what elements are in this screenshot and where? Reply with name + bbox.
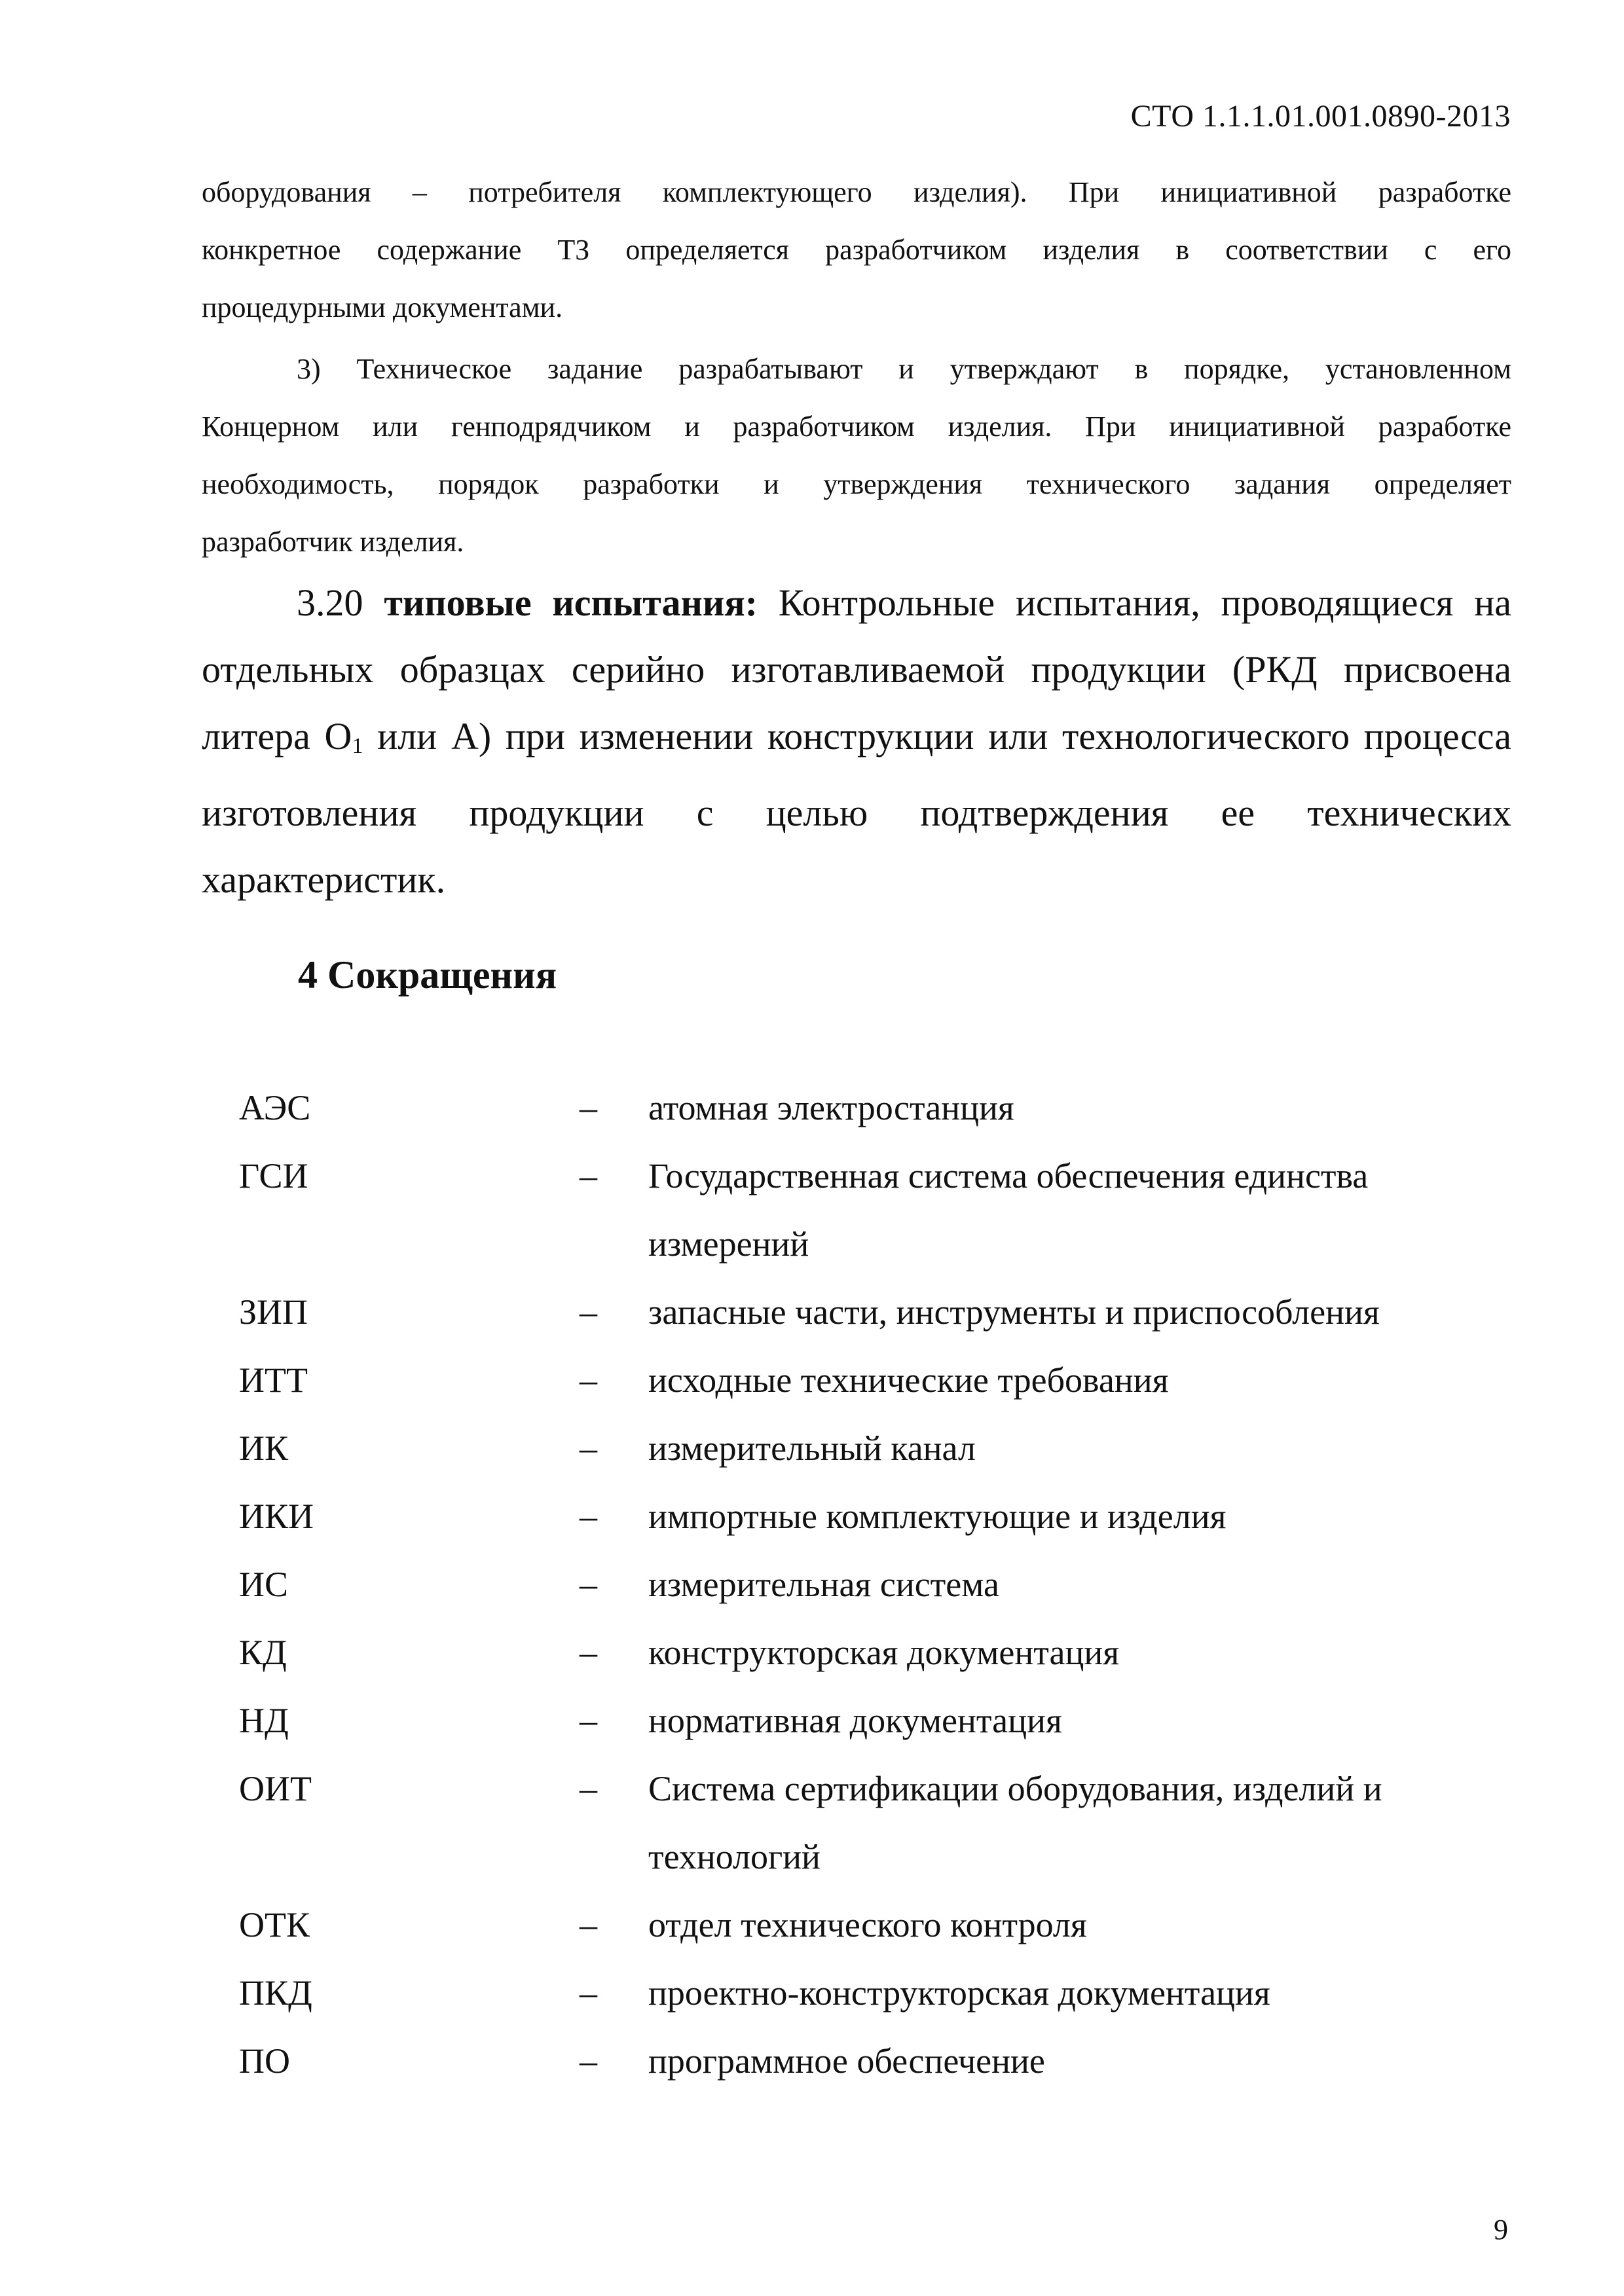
abbreviations-list (239, 1074, 1450, 2095)
abbreviation-dash: – (580, 1973, 597, 2013)
abbreviation-description (648, 1550, 1450, 1618)
abbreviation-description (648, 1142, 1450, 1278)
abbreviation-code: ИС (239, 1565, 289, 1604)
abbreviation-row (239, 1142, 1450, 1278)
paragraph-continuation (202, 164, 1511, 337)
abbreviation-row (239, 1346, 1450, 1414)
definition-term: типовые испытания: (384, 581, 758, 624)
abbreviation-row (239, 1074, 1450, 1142)
abbreviation-code: ИК (239, 1429, 289, 1468)
abbreviation-row (239, 1686, 1450, 1755)
abbreviation-description-line: программное обеспечение (648, 2041, 1045, 2081)
abbreviation-description-line: технологий (648, 1837, 821, 1876)
paragraph-item-3 (202, 340, 1511, 571)
abbreviation-dash: – (580, 1905, 597, 1944)
paragraph-line: необходимость, порядок разработки и утверждения технического задания определяет (202, 468, 1511, 500)
abbreviation-row (239, 1959, 1450, 2027)
abbreviation-description (648, 1346, 1450, 1414)
definition-line: характеристик. (202, 858, 446, 901)
abbreviation-description (648, 1755, 1450, 1891)
abbreviation-row (239, 1482, 1450, 1550)
abbreviation-description-line: Система сертификации оборудования, изделий и (648, 1769, 1382, 1808)
section-heading: 4 Сокращения (298, 953, 557, 996)
abbreviation-description (648, 1074, 1450, 1142)
abbreviation-row (239, 1891, 1450, 1959)
abbreviation-description (648, 1482, 1450, 1550)
definition-number: 3.20 (297, 581, 363, 624)
abbreviation-row (239, 2027, 1450, 2095)
definition-3-20 (202, 570, 1511, 913)
abbreviation-dash: – (580, 1701, 597, 1740)
document-code-header: СТО 1.1.1.01.001.0890-2013 (1130, 99, 1511, 134)
abbreviation-description-line: отдел технического контроля (648, 1905, 1087, 1944)
abbreviation-description-line: измерительный канал (648, 1429, 976, 1468)
abbreviation-description (648, 1278, 1450, 1346)
paragraph-line: Концерном или генподрядчиком и разработчиком изделия. При инициативной разработке (202, 410, 1511, 443)
abbreviation-code: ОИТ (239, 1769, 312, 1808)
abbreviation-description-line: нормативная документация (648, 1701, 1062, 1740)
abbreviation-dash: – (580, 1088, 597, 1127)
abbreviation-dash: – (580, 1633, 597, 1672)
abbreviation-description (648, 1891, 1450, 1959)
abbreviation-code: ПКД (239, 1973, 312, 2013)
definition-line: изготовления продукции с целью подтверждения ее технических (202, 792, 1511, 834)
abbreviation-description (648, 2027, 1450, 2095)
paragraph-line: конкретное содержание ТЗ определяется разработчиком изделия в соответствии с его (202, 234, 1511, 266)
abbreviation-description-line: запасные части, инструменты и приспособления (648, 1292, 1380, 1332)
paragraph-line: разработчик изделия. (202, 526, 464, 558)
abbreviation-code: ИКИ (239, 1497, 314, 1536)
definition-text: Контрольные испытания, проводящиеся на (778, 581, 1512, 624)
definition-line (202, 570, 1511, 636)
abbreviation-row (239, 1278, 1450, 1346)
abbreviation-dash: – (580, 1497, 597, 1536)
paragraph-line: 3) Техническое задание разрабатывают и утверждают в порядке, установленном (297, 353, 1511, 385)
subscript-text: 1 (352, 734, 363, 758)
abbreviation-code: ОТК (239, 1905, 310, 1944)
abbreviation-code: ГСИ (239, 1156, 308, 1195)
definition-text: или А) при изменении конструкции или технологического процесса (363, 715, 1512, 757)
abbreviation-dash: – (580, 1292, 597, 1332)
abbreviation-code: АЭС (239, 1088, 311, 1127)
abbreviation-dash: – (580, 1565, 597, 1604)
abbreviation-description-line: конструкторская документация (648, 1633, 1120, 1672)
abbreviation-description-line: проектно-конструкторская документация (648, 1973, 1270, 2013)
abbreviation-description-line: Государственная система обеспечения единства (648, 1156, 1369, 1195)
abbreviation-description-line: атомная электростанция (648, 1088, 1014, 1127)
definition-line: отдельных образцах серийно изготавливаемой продукции (РКД присвоена (202, 648, 1511, 691)
abbreviation-code: ЗИП (239, 1292, 308, 1332)
paragraph-line: процедурными документами. (202, 291, 563, 323)
abbreviation-dash: – (580, 1429, 597, 1468)
abbreviation-row (239, 1755, 1450, 1891)
definition-text: литера О (202, 715, 352, 757)
abbreviation-dash: – (580, 2041, 597, 2081)
abbreviation-code: ИТТ (239, 1360, 308, 1400)
abbreviation-code: ПО (239, 2041, 290, 2081)
abbreviation-description (648, 1686, 1450, 1755)
paragraph-line: оборудования – потребителя комплектующего изделия). При инициативной разработке (202, 176, 1511, 208)
abbreviation-row (239, 1414, 1450, 1482)
abbreviation-row (239, 1550, 1450, 1618)
abbreviation-dash: – (580, 1769, 597, 1808)
abbreviation-description-line: измерительная система (648, 1565, 1000, 1604)
abbreviation-description-line: импортные комплектующие и изделия (648, 1497, 1227, 1536)
abbreviation-dash: – (580, 1360, 597, 1400)
abbreviation-dash: – (580, 1156, 597, 1195)
abbreviation-description-line: исходные технические требования (648, 1360, 1169, 1400)
abbreviation-description (648, 1414, 1450, 1482)
abbreviation-description-line: измерений (648, 1224, 809, 1264)
definition-line (202, 703, 1511, 780)
page-number: 9 (1494, 2214, 1508, 2246)
abbreviation-description (648, 1959, 1450, 2027)
abbreviation-code: НД (239, 1701, 289, 1740)
abbreviation-code: КД (239, 1633, 287, 1672)
abbreviation-row (239, 1618, 1450, 1686)
abbreviation-description (648, 1618, 1450, 1686)
